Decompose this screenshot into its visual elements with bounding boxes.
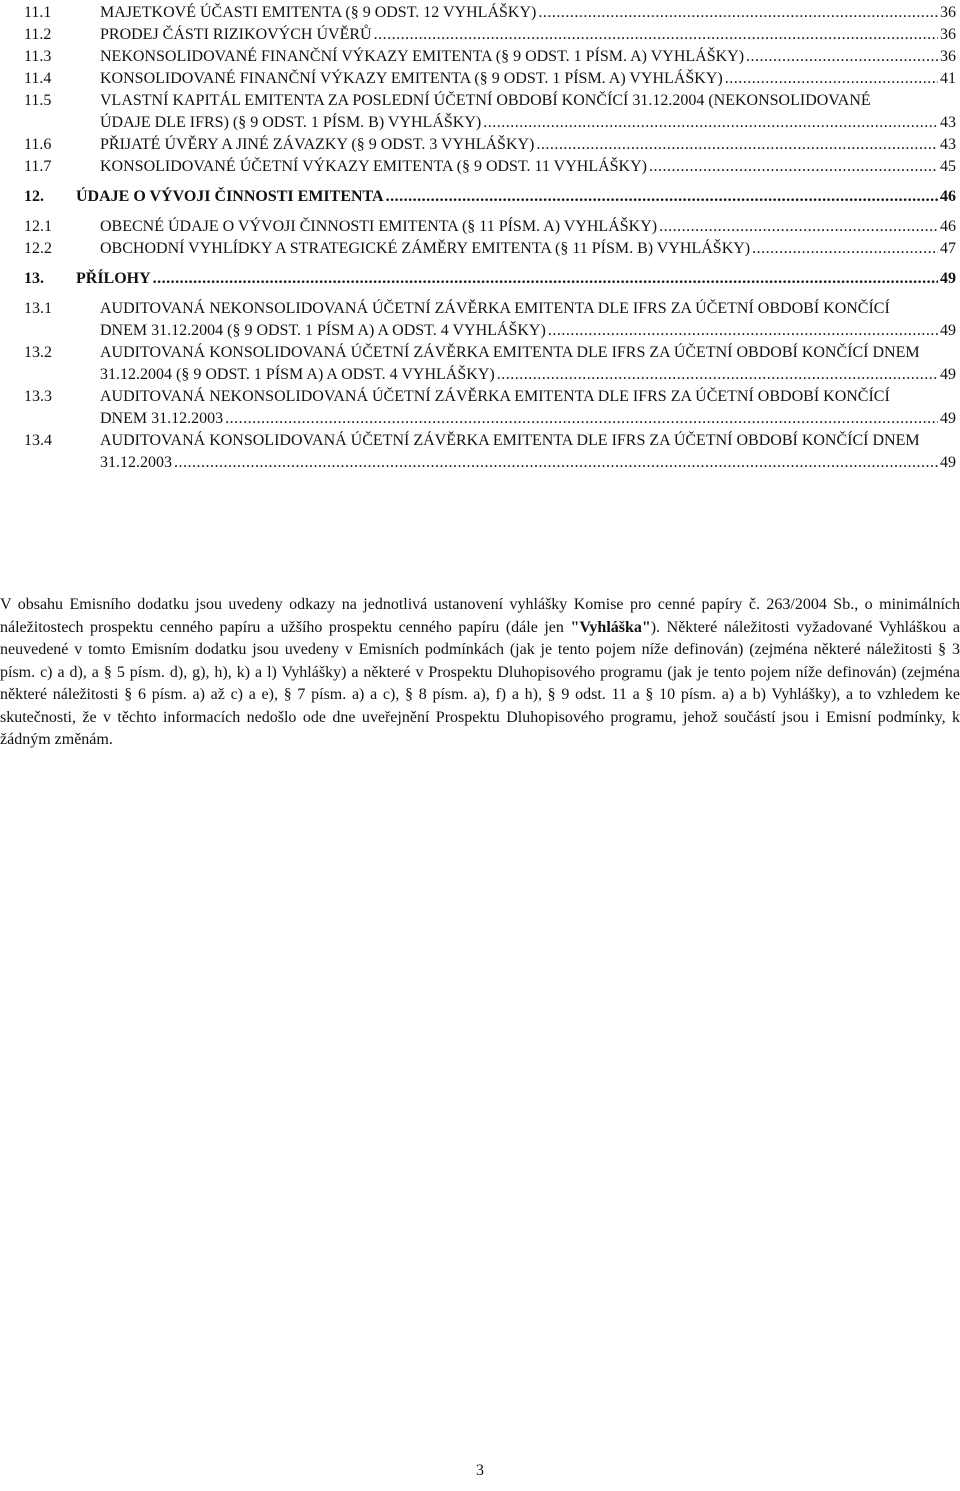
toc-entry-number: 11.2	[24, 26, 52, 43]
toc-entry-title: DNEM 31.12.2003	[100, 410, 224, 427]
toc-entry-number: 11.5	[24, 92, 52, 109]
paragraph-text-after: ). Některé náležitosti vyžadované Vyhláškou a neuvedené v tomto Emisním dodatku jsou uvedeny v Emisních podmínkách (jak je tento pojem níže definován) (zejména některé náležitosti § 3 písm. c) a d), a § 5 písm. d), g), h), k) a l) Vyhlášky) a některé v Prospektu Dluhopisového programu (jak je tento pojem níže definován) (zejména některé náležitosti § 6 písm. a) až c) a e), § 7 písm. a) a c), § 8 písm. a), f) a h), § 9 odst. 11 a § 10 písm. a) a b) Vyhlášky), a to vzhledem ke skutečnosti, že v těchto informacích nedošlo ode dne uveřejnění Prospektu Dluhopisového programu, jehož součástí jsou i Emisní podmínky, k žádným změnám.	[0, 618, 960, 748]
toc-page-number: 46	[940, 188, 956, 205]
toc-entry[interactable]	[24, 134, 956, 156]
page-number: 3	[476, 1462, 484, 1479]
toc-dot-leader	[538, 2, 938, 24]
toc-entry-number: 13.4	[24, 432, 52, 449]
toc-entry[interactable]	[24, 216, 956, 238]
toc-page-number: 49	[940, 454, 956, 471]
toc-entry-number: 12.2	[24, 240, 52, 257]
toc-entry[interactable]	[24, 24, 956, 46]
toc-entry-title: NEKONSOLIDOVANÉ FINANČNÍ VÝKAZY EMITENTA (§ 9 ODST. 1 PÍSM. A) VYHLÁŠKY)	[100, 48, 745, 65]
toc-entry-title: AUDITOVANÁ KONSOLIDOVANÁ ÚČETNÍ ZÁVĚRKA EMITENTA DLE IFRS ZA ÚČETNÍ OBDOBÍ KONČÍCÍ DNEM	[100, 432, 920, 449]
toc-entry-title: PŘIJATÉ ÚVĚRY A JINÉ ZÁVAZKY (§ 9 ODST. 3 VYHLÁŠKY)	[100, 136, 535, 153]
toc-entry[interactable]	[24, 298, 956, 342]
toc-entry[interactable]	[24, 268, 956, 290]
toc-entry-title: OBECNÉ ÚDAJE O VÝVOJI ČINNOSTI EMITENTA (§ 11 PÍSM. A) VYHLÁŠKY)	[100, 218, 658, 235]
toc-entry[interactable]	[24, 386, 956, 430]
toc-entry-number: 13.	[24, 270, 44, 287]
toc-entry-number: 11.3	[24, 48, 52, 65]
toc-entry[interactable]	[24, 186, 956, 208]
toc-entry-title: OBCHODNÍ VYHLÍDKY A STRATEGICKÉ ZÁMĚRY EMITENTA (§ 11 PÍSM. B) VYHLÁŠKY)	[100, 240, 751, 257]
toc-entry-number: 11.1	[24, 4, 52, 21]
toc-page-number: 45	[940, 158, 956, 175]
toc-entry-title: PŘÍLOHY	[76, 270, 151, 287]
toc-entry[interactable]	[24, 430, 956, 474]
toc-entry[interactable]	[24, 2, 956, 24]
toc-dot-leader	[386, 186, 938, 208]
toc-entry-title: ÚDAJE O VÝVOJI ČINNOSTI EMITENTA	[76, 188, 384, 205]
toc-dot-leader	[659, 216, 938, 238]
toc-dot-leader	[649, 156, 938, 178]
toc-entry[interactable]	[24, 156, 956, 178]
toc-entry-title: AUDITOVANÁ NEKONSOLIDOVANÁ ÚČETNÍ ZÁVĚRKA EMITENTA DLE IFRS ZA ÚČETNÍ OBDOBÍ KONČÍCÍ	[100, 388, 890, 405]
toc-entry-title: 31.12.2004 (§ 9 ODST. 1 PÍSM A) A ODST. 4 VYHLÁŠKY)	[100, 366, 495, 383]
toc-page-number: 49	[940, 410, 956, 427]
toc-entry-number: 12.1	[24, 218, 52, 235]
toc-page-number: 36	[940, 48, 956, 65]
table-of-contents	[24, 2, 956, 474]
toc-entry-number: 11.4	[24, 70, 52, 87]
toc-entry-number: 13.3	[24, 388, 52, 405]
toc-page-number: 47	[940, 240, 956, 257]
toc-entry[interactable]	[24, 238, 956, 260]
toc-entry-title: MAJETKOVÉ ÚČASTI EMITENTA (§ 9 ODST. 12 VYHLÁŠKY)	[100, 4, 537, 21]
toc-entry-title: KONSOLIDOVANÉ FINANČNÍ VÝKAZY EMITENTA (§ 9 ODST. 1 PÍSM. A) VYHLÁŠKY)	[100, 70, 723, 87]
toc-entry-title: DNEM 31.12.2004 (§ 9 ODST. 1 PÍSM A) A ODST. 4 VYHLÁŠKY)	[100, 322, 546, 339]
toc-entry[interactable]	[24, 90, 956, 134]
toc-page-number: 49	[940, 322, 956, 339]
toc-entry[interactable]	[24, 68, 956, 90]
toc-page-number: 43	[940, 136, 956, 153]
toc-entry-title: VLASTNÍ KAPITÁL EMITENTA ZA POSLEDNÍ ÚČETNÍ OBDOBÍ KONČÍCÍ 31.12.2004 (NEKONSOLIDOVANÉ	[100, 92, 871, 109]
paragraph-text-before: V obsahu Emisního dodatku jsou uvedeny odkazy na jednotlivá ustanovení vyhlášky Komise pro cenné papíry č. 263/2004 Sb., o minimálních náležitostech prospektu cenného papíru a užšího prospektu cenného papíru (dále jen	[0, 596, 960, 636]
toc-page-number: 49	[940, 270, 956, 287]
toc-dot-leader	[483, 112, 938, 134]
toc-entry[interactable]	[24, 46, 956, 68]
toc-page-number: 36	[940, 26, 956, 43]
toc-entry-title: 31.12.2003	[100, 454, 172, 471]
toc-dot-leader	[746, 46, 938, 68]
toc-entry-title: PRODEJ ČÁSTI RIZIKOVÝCH ÚVĚRŮ	[100, 26, 372, 43]
toc-dot-leader	[374, 24, 938, 46]
toc-entry-title: AUDITOVANÁ KONSOLIDOVANÁ ÚČETNÍ ZÁVĚRKA EMITENTA DLE IFRS ZA ÚČETNÍ OBDOBÍ KONČÍCÍ DNEM	[100, 344, 920, 361]
toc-page-number: 41	[940, 70, 956, 87]
toc-page-number: 46	[940, 218, 956, 235]
toc-entry-number: 13.1	[24, 300, 52, 317]
intro-paragraph	[0, 594, 960, 752]
toc-entry-title: KONSOLIDOVANÉ ÚČETNÍ VÝKAZY EMITENTA (§ 9 ODST. 11 VYHLÁŠKY)	[100, 158, 647, 175]
toc-dot-leader	[174, 452, 938, 474]
toc-entry-number: 12.	[24, 188, 44, 205]
toc-dot-leader	[548, 320, 938, 342]
toc-page-number: 36	[940, 4, 956, 21]
toc-dot-leader	[536, 134, 938, 156]
paragraph-bold-term: "Vyhláška"	[570, 618, 651, 636]
toc-page-number: 43	[940, 114, 956, 131]
toc-entry-number: 13.2	[24, 344, 52, 361]
toc-entry-title: ÚDAJE DLE IFRS) (§ 9 ODST. 1 PÍSM. B) VYHLÁŠKY)	[100, 114, 482, 131]
toc-entry-number: 11.6	[24, 136, 52, 153]
toc-entry[interactable]	[24, 342, 956, 386]
toc-entry-title: AUDITOVANÁ NEKONSOLIDOVANÁ ÚČETNÍ ZÁVĚRKA EMITENTA DLE IFRS ZA ÚČETNÍ OBDOBÍ KONČÍCÍ	[100, 300, 890, 317]
toc-dot-leader	[752, 238, 938, 260]
toc-entry-number: 11.7	[24, 158, 52, 175]
toc-dot-leader	[225, 408, 938, 430]
toc-dot-leader	[153, 268, 938, 290]
toc-dot-leader	[725, 68, 938, 90]
toc-page-number: 49	[940, 366, 956, 383]
toc-dot-leader	[497, 364, 938, 386]
